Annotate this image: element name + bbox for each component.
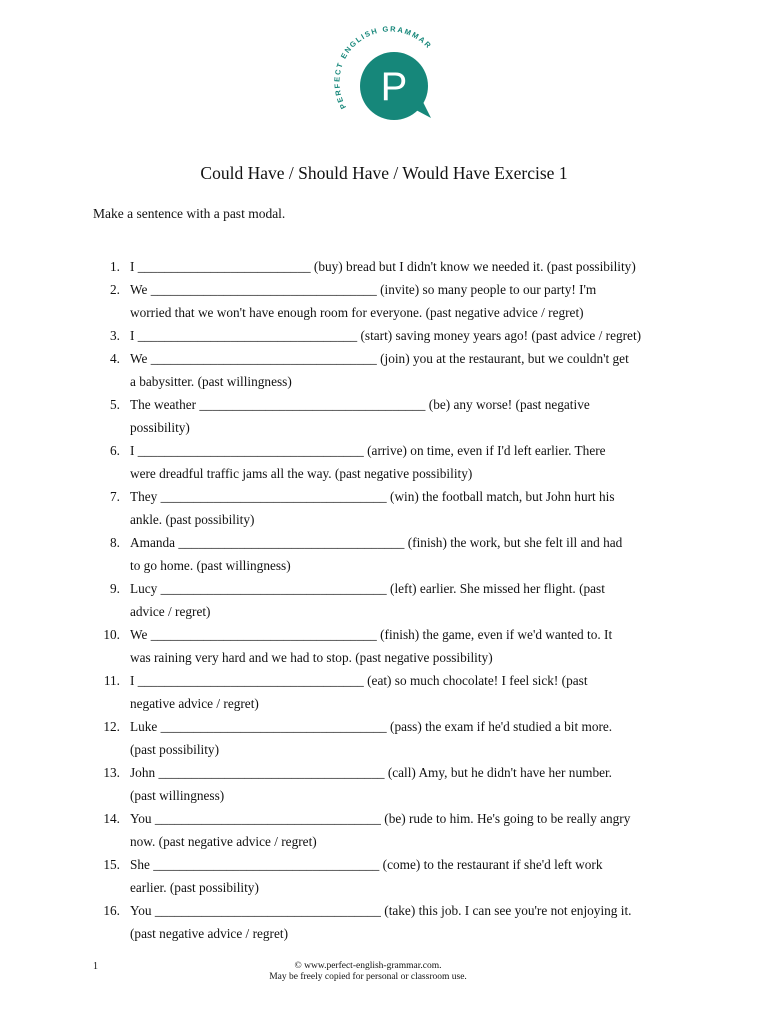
exercise-item [88,577,688,623]
exercise-text-line: I __________________________ (buy) bread but I didn't know we needed it. (past possibility) [130,259,636,274]
exercise-item [88,278,688,324]
exercise-number: 8. [110,535,120,550]
exercise-number: 1. [110,259,120,274]
exercise-text-line: Lucy __________________________________ (left) earlier. She missed her flight. (past [130,581,605,596]
exercise-number: 16. [103,903,120,918]
exercise-item [88,324,688,347]
page-title: Could Have / Should Have / Would Have Exercise 1 [200,163,568,183]
exercise-item [88,715,688,761]
exercise-text-line: a babysitter. (past willingness) [130,374,292,389]
exercise-text-line: I __________________________________ (eat) so much chocolate! I feel sick! (past [130,673,588,688]
exercise-text-line: She __________________________________ (come) to the restaurant if she'd left work [130,857,603,872]
exercise-text-line: Luke __________________________________ (pass) the exam if he'd studied a bit more. [130,719,613,734]
exercise-text-line: worried that we won't have enough room for everyone. (past negative advice / regret) [130,305,584,320]
exercise-text-line: I __________________________________ (arrive) on time, even if I'd left earlier. There [130,443,606,458]
exercise-item [88,669,688,715]
exercise-text-line: was raining very hard and we had to stop. (past negative possibility) [130,650,493,665]
footer-license: May be freely copied for personal or classroom use. [269,972,467,982]
exercise-item [88,255,688,278]
instruction-text: Make a sentence with a past modal. [93,206,286,221]
exercise-text-line: negative advice / regret) [130,696,259,711]
exercise-text-line: I _________________________________ (start) saving money years ago! (past advice / regret) [130,328,642,343]
exercise-item [88,393,688,439]
exercise-text-line: They __________________________________ (win) the football match, but John hurt his [130,489,615,504]
perfect-english-grammar-logo [330,22,440,132]
exercise-item [88,347,688,393]
exercise-text-line: (past negative advice / regret) [130,926,289,941]
exercise-number: 6. [110,443,120,458]
exercise-text-line: now. (past negative advice / regret) [130,834,317,849]
exercise-text-line: We __________________________________ (join) you at the restaurant, but we couldn't get [130,351,629,366]
exercise-number: 9. [110,581,120,596]
exercise-item [88,485,688,531]
logo-icon [330,22,440,132]
exercise-number: 12. [103,719,120,734]
exercise-text-line: advice / regret) [130,604,211,619]
exercise-text-line: The weather __________________________________ (be) any worse! (past negative [130,397,590,412]
exercise-text-line: We __________________________________ (invite) so many people to our party! I'm [130,282,597,297]
exercise-number: 2. [110,282,120,297]
exercise-text-line: ankle. (past possibility) [130,512,255,527]
exercise-text-line: to go home. (past willingness) [130,558,291,573]
exercise-number: 4. [110,351,120,366]
exercise-item [88,439,688,485]
exercise-item [88,623,688,669]
exercise-item [88,531,688,577]
exercise-text-line: (past possibility) [130,742,220,757]
exercise-text-line: (past willingness) [130,788,225,803]
exercise-number: 15. [103,857,120,872]
exercise-text-line: John __________________________________ (call) Amy, but he didn't have her number. [130,765,613,780]
exercise-number: 3. [110,328,120,343]
page-number: 1 [93,961,98,972]
exercise-item [88,761,688,807]
exercise-text-line: were dreadful traffic jams all the way. (past negative possibility) [130,466,473,481]
footer [168,961,568,983]
exercise-text-line: You __________________________________ (take) this job. I can see you're not enjoying it. [130,903,632,918]
exercise-number: 5. [110,397,120,412]
exercise-item [88,899,688,945]
exercise-text-line: Amanda __________________________________ (finish) the work, but she felt ill and had [130,535,623,550]
exercise-text-line: possibility) [130,420,190,435]
exercise-number: 10. [103,627,120,642]
logo-arc-text: PERFECT ENGLISH GRAMMAR [332,24,434,111]
exercise-number: 13. [103,765,120,780]
exercise-text-line: earlier. (past possibility) [130,880,259,895]
exercise-item [88,853,688,899]
exercise-number: 7. [110,489,120,504]
exercise-list [88,255,688,945]
exercise-text-line: You __________________________________ (be) rude to him. He's going to be really angry [130,811,631,826]
exercise-number: 11. [103,673,120,688]
exercise-number: 14. [103,811,120,826]
logo-letter: P [380,65,408,109]
exercise-text-line: We __________________________________ (finish) the game, even if we'd wanted to. It [130,627,613,642]
exercise-item [88,807,688,853]
footer-copyright: © www.perfect-english-grammar.com. [294,961,442,971]
